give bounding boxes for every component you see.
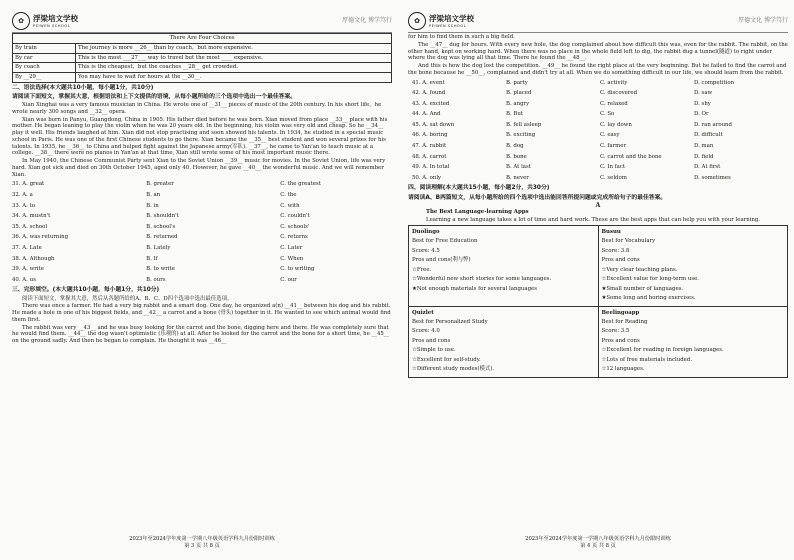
option: C. lay down: [600, 121, 632, 128]
cloze-paragraph: for him to find them in such a big field.: [408, 34, 515, 40]
option: B. If: [146, 255, 158, 262]
school-motto: 厚德文化 博学笃行: [342, 17, 392, 25]
option: C. So: [600, 111, 615, 118]
option: C. Later: [280, 245, 303, 252]
option: B. bone: [506, 153, 527, 160]
option: C. the: [280, 192, 297, 199]
option: C. returns: [280, 234, 308, 241]
option: C. easy: [600, 132, 620, 139]
app-cell-beelingoapp: Beelingoapp Best for Reading Score: 3.5 Pros and cons ☆Excellent for reading in foreign languages. ☆Lots of free materials included. ☆12 languages.: [598, 306, 788, 377]
section-3-title: 三、完形填空。(本大题共10小题，每小题1分，共10分): [12, 287, 160, 294]
option: B. in: [146, 202, 159, 209]
option: B. angry: [506, 100, 530, 107]
option: B. greater: [146, 181, 174, 188]
school-name: 浮梁培文学校 PEIWEN SCHOOL: [33, 14, 78, 28]
passage-paragraph: In May 1940, the Chinese Communist Party sent Xian to the Soviet Union __39__ music for movies. In the Soviet Union, life was very hard. Xian got sick and died on 30th October 1945, aged only 40. However, he gave __40__ the wonderful music. And we will remember Xian.: [12, 158, 386, 178]
option: C. farmer: [600, 143, 627, 150]
app-cell-duolingo: Duolingo Best for Free Education Score: 4.5 Pros and cons(利与弊) ☆Free. ☆Wonderful new short stories for some languages. ★Not enough materials for several languages: [409, 225, 599, 306]
option: B. dog: [506, 143, 524, 150]
option: 36. A. was returning: [12, 234, 69, 241]
option: C. our: [280, 276, 297, 283]
cloze-paragraph: And this is how the dog lost the competition. __49__ he found the right place at the very beginning. But he failed to find the carrot and the bone because he __50__, complained and didn't try at all. When we do something difficult in our life, we should learn from the rabbit.: [408, 63, 787, 76]
option: 50. A. only: [412, 174, 442, 181]
apps-table: [408, 225, 788, 378]
option: 42. A. found: [412, 90, 446, 97]
option: C. carrot and the bone: [600, 153, 662, 160]
section-3-instructions: 阅读下面短文，掌握其大意，然后从各题所给的A、B、C、D四个选项中选出最佳选项。: [22, 295, 233, 302]
school-name: 浮梁培文学校 PEIWEN SCHOOL: [429, 14, 474, 28]
option: B. returned: [146, 234, 178, 241]
option: B. placed: [506, 90, 532, 97]
table-row: By coach This is the cheapest，but the coaches __28__ get crowded.: [13, 63, 392, 73]
option: 45. A. sat down: [412, 121, 455, 128]
option: 49. A. In total: [412, 164, 450, 171]
school-motto: 厚德文化 博学笃行: [738, 17, 788, 25]
cloze-paragraph: There was once a farmer. He had a very big rabbit and a smart dog. One day, he organized a(n) __41__ between his dog and his rabbit. He made a hole in one of his biggest fields, and __42__ a carrot and a bone (骨头) together in it. He wanted to see which animal would find them first.: [12, 303, 391, 323]
option: C. relaxed: [600, 100, 628, 107]
option: D. saw: [694, 90, 713, 97]
option: 34. A. mustn't: [12, 213, 51, 220]
page-4: [408, 10, 788, 550]
section-4-title: 四、阅读理解(本大题共15小题，每小题2分，共30分): [408, 185, 550, 192]
cloze-options: [412, 78, 788, 184]
page-3: [12, 10, 392, 550]
option: B. shouldn't: [146, 213, 179, 220]
option: C. discovered: [600, 90, 638, 97]
page-footer: 2023年至2024学年度第一学期八年级英语学科九月份限时训练 第 4 页 共 8 页: [408, 536, 788, 550]
option: D. Or: [694, 111, 709, 118]
option: 44. A. And: [412, 111, 441, 118]
apps-title: The Best Language-learning Apps: [426, 209, 529, 216]
option: B. party: [506, 79, 528, 86]
option: B. Lately: [146, 245, 171, 252]
option: 43. A. excited: [412, 100, 450, 107]
option: D. competition: [694, 79, 735, 86]
choices-table: [12, 33, 392, 83]
page-number: 第 4 页 共 8 页: [580, 542, 616, 549]
school-logo: ✿: [12, 12, 30, 30]
option: D. ran around: [694, 121, 732, 128]
school-logo: ✿: [408, 12, 426, 30]
option: 38. A. Although: [12, 255, 55, 262]
option: C. In fact: [600, 164, 626, 171]
option: C. activity: [600, 79, 628, 86]
option: C. seldom: [600, 174, 627, 181]
option: C. When: [280, 255, 304, 262]
option: D. sometimes: [694, 174, 731, 181]
option: 48. A. carrot: [412, 153, 447, 160]
option: D. man: [694, 143, 714, 150]
passage-letter: A: [595, 201, 601, 209]
option: C. with: [280, 202, 300, 209]
page-header: [12, 10, 392, 33]
option: B. But: [506, 111, 523, 118]
table-row: By __29__ You may have to wait for hours at the __30__.: [13, 73, 392, 83]
page-header: [408, 10, 788, 33]
option: 46. A. boring: [412, 132, 448, 139]
option: B. fell asleep: [506, 121, 542, 128]
option: B. ours: [146, 276, 166, 283]
option: 40. A. us: [12, 276, 36, 283]
cloze-paragraph: The __47__ dug for hours. With every new hole, the dog complained about how difficult this was, even for the rabbit. The rabbit, on the other hand, kept on working hard. When there was no place in the whole field left to dig, the rabbit dug a tunnel(隧道) to right under where the dog was lying all that time. There he found the __48__.: [408, 41, 788, 62]
section-2-instructions: 请阅读下面短文，掌握其大意，根据语法和上下文提供的语境，从每小题所给的三个选项中选出一个最佳答案。: [12, 93, 297, 100]
option: 31. A. great: [12, 181, 45, 188]
option: 47. A. rabbit: [412, 143, 447, 150]
option: C. the greatest: [280, 181, 321, 188]
option: B. an: [146, 192, 161, 199]
option: B. At last: [506, 164, 531, 171]
table-row: By train The journey is more __26__ than by coach，but more expensive.: [13, 43, 392, 53]
option: B. school's: [146, 223, 176, 230]
option: D. difficult: [694, 132, 723, 139]
app-cell-quizlet: Quizlet Best for Personalized Study Score: 4.0 Pros and cons ☆Simple to use. ☆Excellent for self-study. ☆Different study modes(模式).: [409, 306, 599, 377]
passage-paragraph: Xian Xinghai was a very famous musician in China. He wrote one of __31__ pieces of music of the 20th century. In his short life，he wrote nearly 300 songs and __32__ opera.: [12, 102, 382, 115]
option: B. never: [506, 174, 529, 181]
apps-intro: Learning a new language takes a lot of time and hard work. These are the best apps that can help you with your learning.: [426, 217, 761, 224]
section-4-instructions: 请阅读A、B两篇短文，从每小题所给的四个选项中选出能回答所提问题或完成所给句子的最佳答案。: [408, 194, 667, 201]
page-number: 第 3 页 共 8 页: [184, 542, 220, 549]
option: D. field: [694, 153, 714, 160]
option: B. exciting: [506, 132, 536, 139]
option: 41. A. event: [412, 79, 445, 86]
page-footer: 2023年至2024学年度第一学期八年级英语学科九月份限时训练 第 3 页 共 8 页: [12, 536, 392, 550]
passage-paragraph: Xian was born in Panyu, Guangdong, China in 1905. His father died before he was born. Xian moved from place __33__ place with his mother. He began leaning to play the violin when he was 20 years old. In the beginning, his violin was very old and cheap. So he __34__ play it well. His friends laughed at him. Xian did not stop practising and soon showed his talents. In 1934, he studied in a special music school in Paris. He was one of the first Chinese students to go there. Xian became the __35__ best student and won several prizes for his talents. In 1935, he __36__ to China and helped fight against the Japanese army(军队). __37__, he came to Yan'an to teach music at a college. __38__ there were no pianos in Yan'an at that time, Xian still wrote some of his most important music there.: [12, 116, 388, 157]
option: 35. A. school: [12, 223, 48, 230]
option: 33. A. to: [12, 202, 36, 209]
option: C. to writing: [280, 266, 315, 273]
app-cell-busuu: Busuu Best for Vocabulary Score: 3.8 Pros and cons ☆Very clear teaching plans. ☆Excellent value for long-term use. ★Small number of languages. ★Some long and boring exercises.: [598, 225, 788, 306]
choices-title: There Are Four Choices: [13, 34, 392, 44]
option: D. At first: [694, 164, 721, 171]
grammar-options: [12, 179, 392, 285]
option: 37. A. Late: [12, 245, 42, 252]
option: D. shy: [694, 100, 711, 107]
table-row: By car This is the most ___27___ way to travel but the most ____ expensive.: [13, 53, 392, 63]
option: C. couldn't: [280, 213, 310, 220]
option: B. to write: [146, 266, 175, 273]
option: 32. A. a: [12, 192, 33, 199]
cloze-paragraph: The rabbit was very __43__ and he was busy looking for the carrot and the bone, digging here and there. He was completely sure that he would find them. __44__ the dog wasn't optimistic (乐观的) at all. After he looked for the carrot and the bone for a short time, he __45__ on the ground sadly. And then he began to complain. He thought it was __46__: [12, 324, 390, 345]
section-2-title: 二、语法选择(本大题共10小题，每小题1分，共10分): [12, 84, 154, 91]
option: 39. A. write: [12, 266, 44, 273]
option: C. schools': [280, 223, 310, 230]
